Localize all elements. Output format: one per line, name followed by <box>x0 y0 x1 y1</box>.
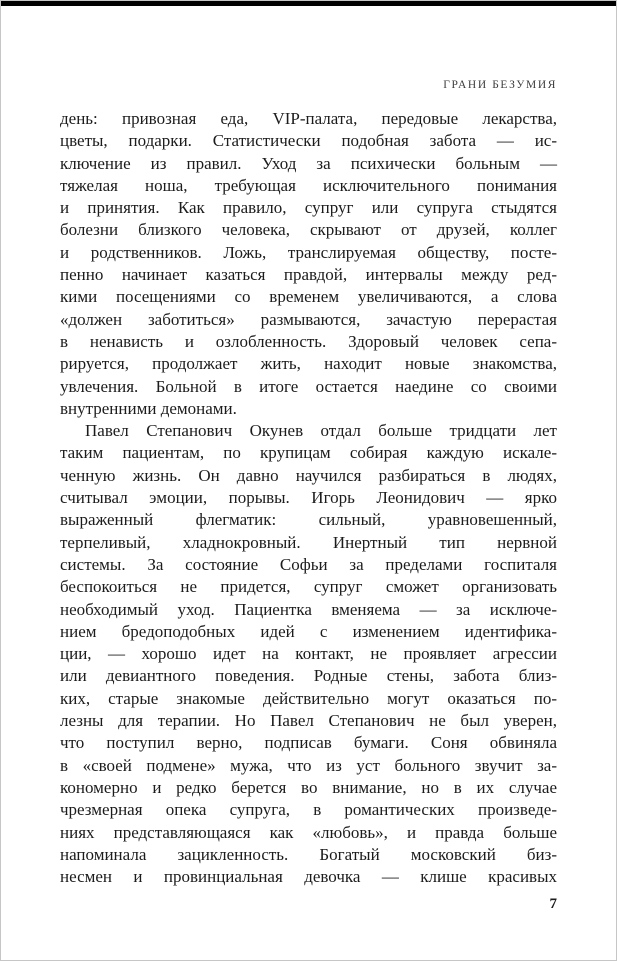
paragraph <box>60 108 557 420</box>
text-line: считывал эмоции, порывы. Игорь Леонидович — ярко <box>60 488 557 508</box>
body-text-block <box>60 108 557 888</box>
text-line: необходимый уход. Пациентка вменяема — за исключе- <box>60 599 557 619</box>
text-line: выраженный флегматик: сильный, уравновешенный, <box>60 510 557 530</box>
text-line: ключение из правил. Уход за психически больным — <box>60 153 557 173</box>
text-line: системы. За состояние Софьи за пределами госпиталя <box>60 554 557 574</box>
text-line: внутренними демонами. <box>60 398 237 418</box>
text-line: ции, — хорошо идет на контакт, не проявляет агрессии <box>60 644 557 664</box>
text-line: кономерно и редко берется во внимание, но в их случае <box>60 777 557 797</box>
text-line: кими посещениями со временем увеличиваются, а слова <box>60 287 557 307</box>
text-line: в «своей подмене» мужа, что из уст больного звучит за- <box>60 755 557 775</box>
text-line: чрезмерная опека супруга, в романтических произведе- <box>60 800 557 820</box>
text-line: и родственников. Ложь, транслируемая обществу, посте- <box>60 242 557 262</box>
text-line: пенно начинает казаться правдой, интервалы между ред- <box>60 265 557 285</box>
text-line: «должен заботиться» размываются, зачастую перерастая <box>60 309 557 329</box>
text-line: таким пациентам, по крупицам собирая каждую искале- <box>60 443 557 463</box>
text-line: несмен и провинциальная девочка — клише красивых <box>60 867 557 887</box>
text-line: болезни близкого человека, скрывают от друзей, коллег <box>60 220 557 240</box>
top-border-rule <box>1 1 616 6</box>
text-line: день: привозная еда, VIP-палата, передовые лекарства, <box>60 109 557 128</box>
text-line: терпеливый, хладнокровный. Инертный тип нервной <box>60 532 557 552</box>
paragraph <box>60 420 557 888</box>
text-line: ченную жизнь. Он давно научился разбираться в людях, <box>60 465 557 485</box>
text-line: ниях представляющаяся как «любовь», и правда больше <box>60 822 557 842</box>
text-line: или девиантного поведения. Родные стены, забота близ- <box>60 666 557 686</box>
text-line: и принятия. Как правило, супруг или супруга стыдятся <box>60 198 557 218</box>
text-line: в ненависть и озлобленность. Здоровый человек сепа- <box>60 331 557 351</box>
text-line: беспокоиться не придется, супруг сможет организовать <box>60 577 557 597</box>
text-line: рируется, продолжает жить, находит новые знакомства, <box>60 354 557 374</box>
text-line: напоминала зацикленность. Богатый московский биз- <box>60 844 557 864</box>
text-line: лезны для терапии. Но Павел Степанович не был уверен, <box>60 711 557 731</box>
text-line: нием бредоподобных идей с изменением идентифика- <box>60 621 557 641</box>
page-number: 7 <box>549 896 557 912</box>
running-header: ГРАНИ БЕЗУМИЯ <box>443 79 557 91</box>
text-line: увлечения. Больной в итоге остается наедине со своими <box>60 376 557 396</box>
text-line: что поступил верно, подписав бумаги. Соня обвиняла <box>60 733 557 753</box>
text-line: ких, старые знакомые действительно могут оказаться по- <box>60 688 557 708</box>
text-line: Павел Степанович Окунев отдал больше тридцати лет <box>85 421 557 441</box>
text-line: цветы, подарки. Статистически подобная забота — ис- <box>60 131 557 151</box>
text-line: тяжелая ноша, требующая исключительного понимания <box>60 175 557 195</box>
